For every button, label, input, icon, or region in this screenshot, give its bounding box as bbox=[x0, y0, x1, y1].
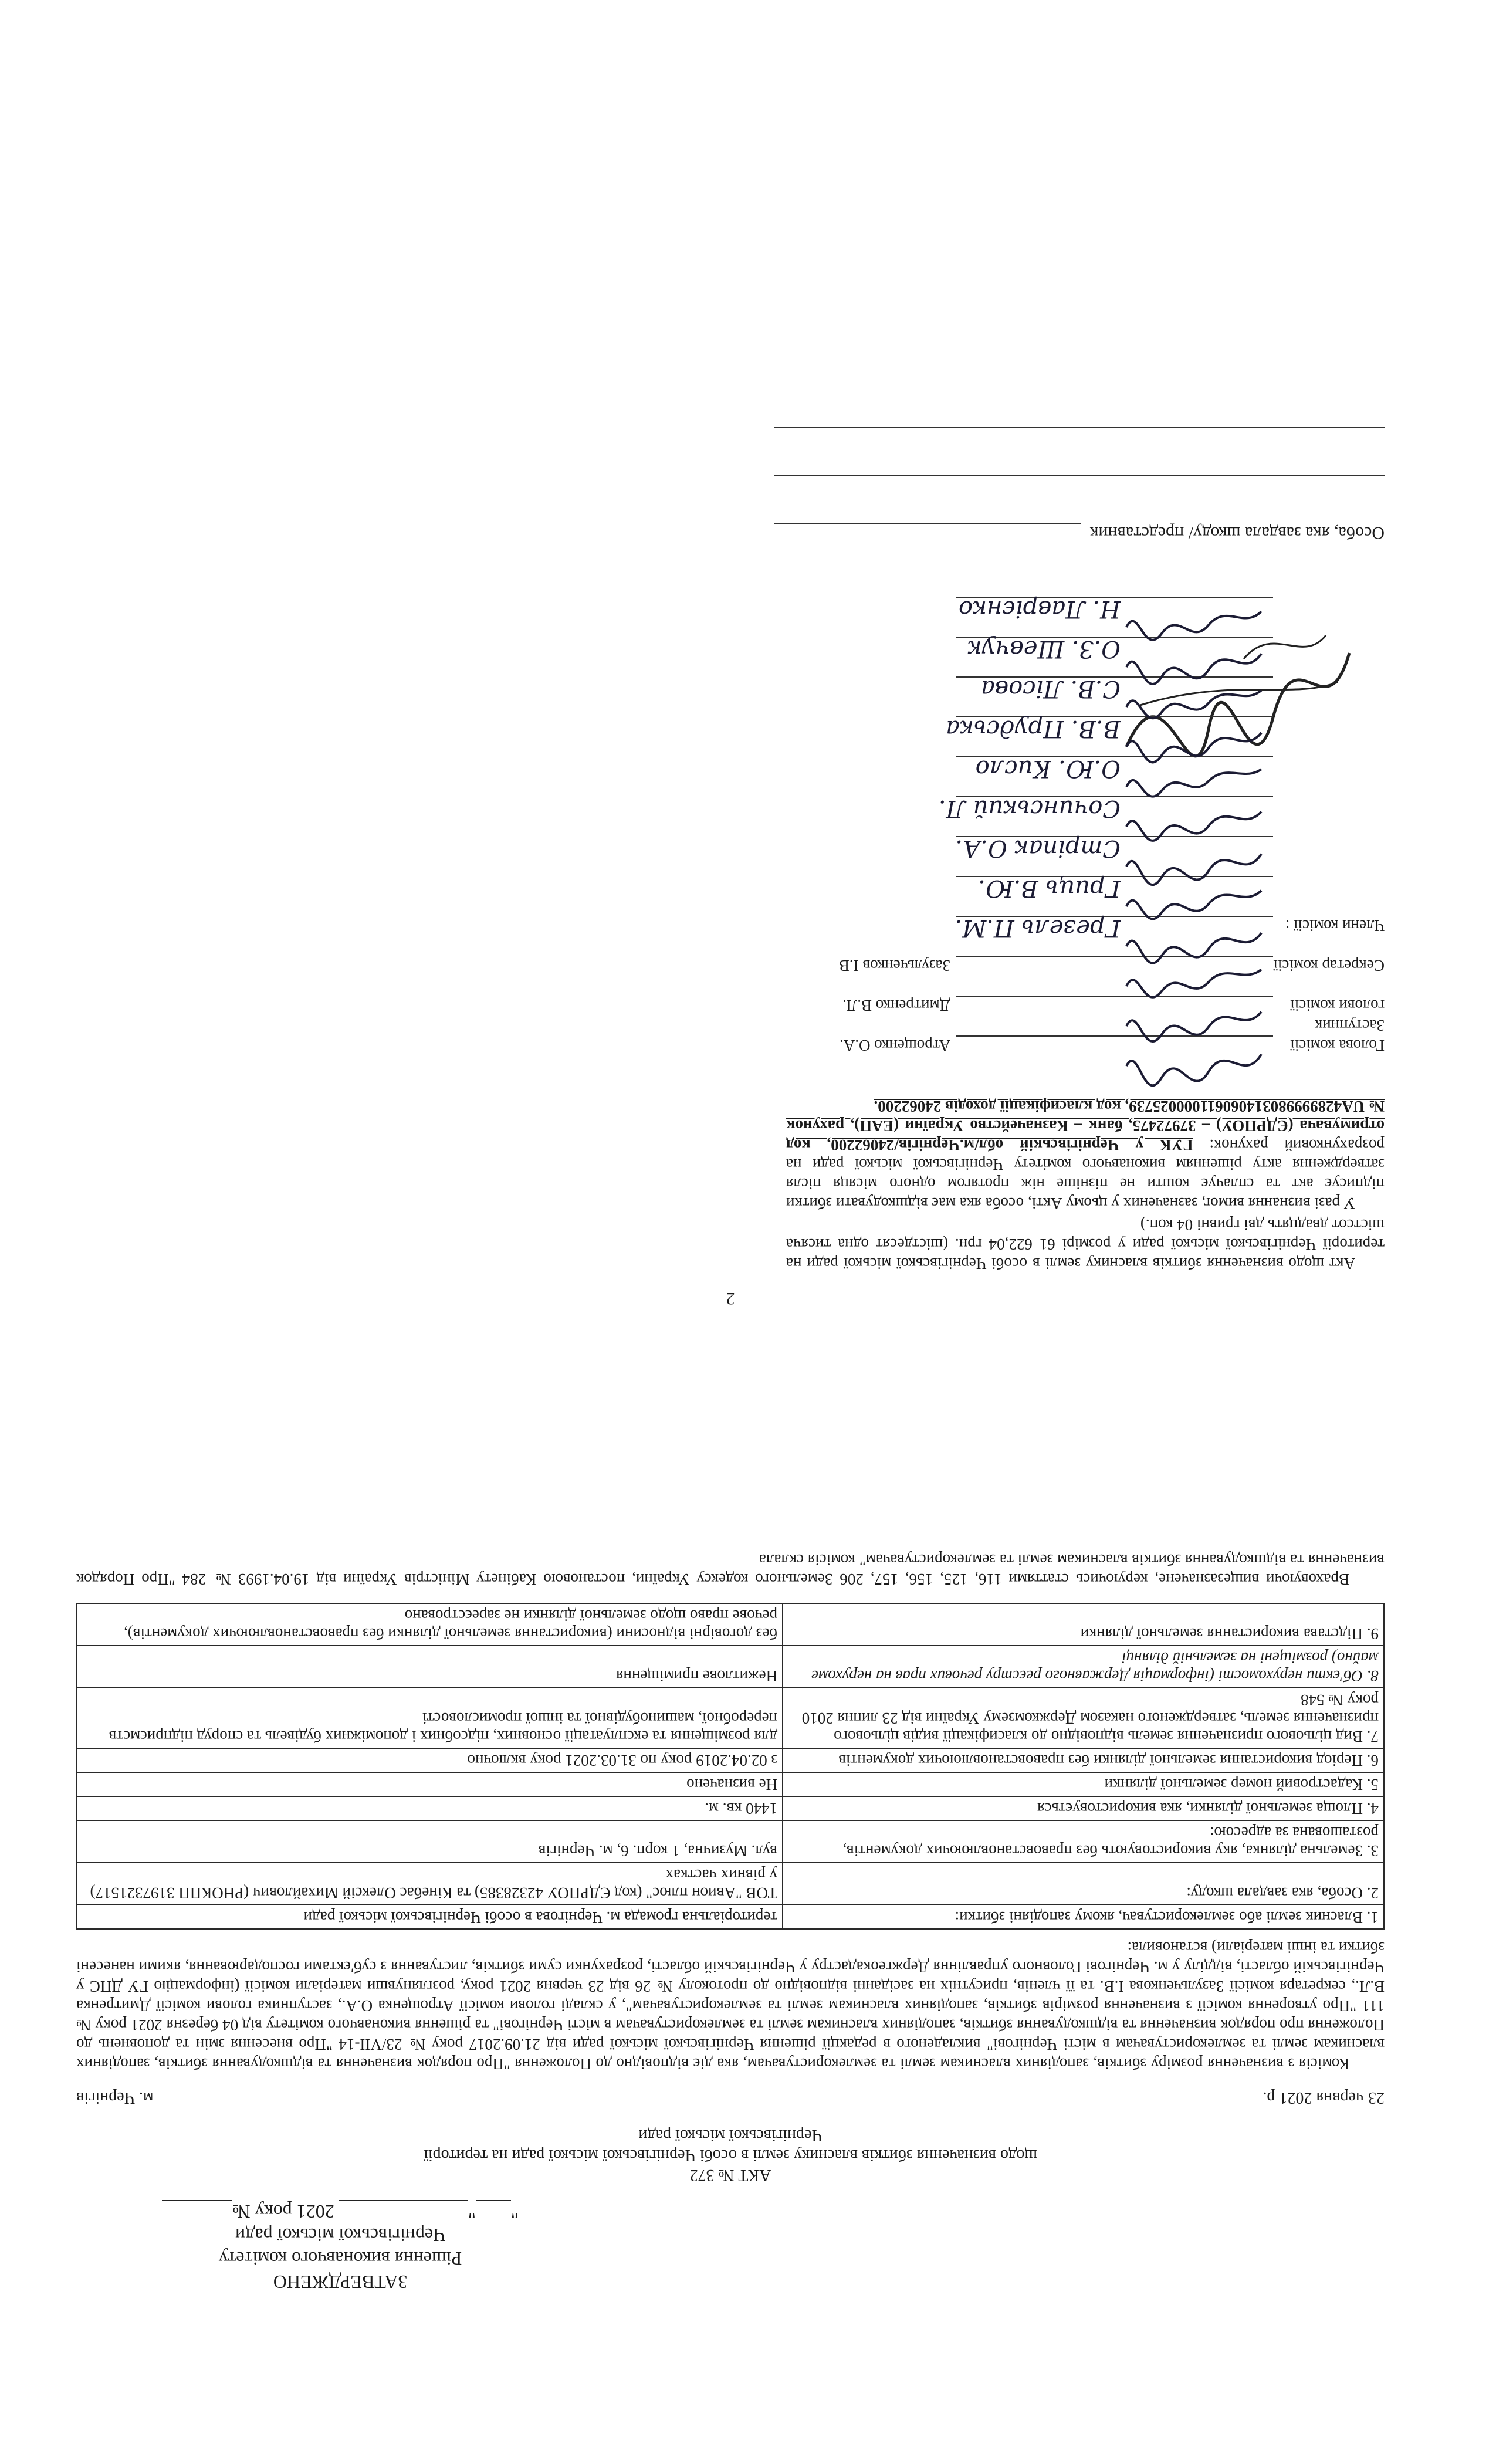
payment-instructions: У разі визнання вимог, зазначених у цьому Акті, особа яка має відшкодувати збитки підписує акт та сплачує кошти не пізніше ніж протягом одного місяця після затвердження акту рішенням виконавчого комітету Чернігівської міської ради на розрахунковий рахунок: ГУК у Чернігівській обл/м.Чернігів/24062200, код отримувача (ЄДРПОУ) – 37972475, банк – Казначейство України (ЕАП), рахунок № UA428999980314060611000025739, код класифікації доходів 24062200. bbox=[786, 1098, 1385, 1212]
page2-text bbox=[786, 1096, 1385, 1273]
handwritten-name: Н. Лаврієнко bbox=[959, 595, 1121, 622]
table-row bbox=[77, 1820, 1384, 1863]
approved-heading: ЗАТВЕРДЖЕНО bbox=[273, 2272, 408, 2293]
table-row bbox=[77, 1748, 1384, 1772]
signature-name: Дмитренко В.Л. bbox=[842, 997, 950, 1014]
row-value: ТОВ "Авион плюс" (код ЄДРПОУ 42328385) та Кінебас Олексій Михайлович (РНОКПП 3197321517) у рівних частках bbox=[77, 1863, 783, 1905]
offender-signature-row bbox=[774, 523, 1385, 544]
act-table bbox=[76, 1603, 1385, 1930]
approval-block bbox=[76, 2200, 604, 2294]
row-value: вул. Музична, 1 корп. 6, м. Чернігів bbox=[77, 1820, 783, 1863]
signature-role: Заступник голови комісії bbox=[1290, 997, 1385, 1034]
offender-signature-label: Особа, яка завдала шкоду/ представник bbox=[1089, 523, 1385, 543]
row-label: 9. Підстава використання земельної ділянки bbox=[783, 1603, 1384, 1646]
handwritten-name: Гриць В.Ю. bbox=[978, 875, 1121, 902]
handwritten-name: Стріпак О.А. bbox=[955, 835, 1121, 862]
row-label: 4. Площа земельної ділянки, яка використовується bbox=[783, 1796, 1384, 1820]
row-label: 7. Вид цільового призначення земель відповідно до класифікації видів цільового призначення земель, затвердженого наказом Держкомзему України від 23 липня 2010 року № 548 bbox=[783, 1688, 1384, 1748]
signature-line bbox=[956, 597, 1273, 621]
signature-role: Члени комісії : bbox=[1285, 917, 1385, 935]
act-intro: Комісія з визначення розміру збитків, заподіяних власникам землі та землекористувачам, яка діє відповідно до Положення "Про порядок визначення та відшкодування збитків, заподіяних власникам землі та землекористувачам в місті Чернігові" викладеного в редакції рішення Чернігівської міської ради від 21.09.2017 року № 23/VII-14 "Про внесення змін та доповнень до Положення про порядок визначення та відшкодування збитків, заподіяних власникам землі та землекористувачам в місті Чернігові" та рішення виконавчого комітету від 04 березня 2021 року № 111 "Про утворення комісії з визначення розмірів збитків, заподіяних власникам землі та землекористувачам", у складі голови комісії Атрощенка О.А., заступника голови комісії Дмитренка В.Л., секретаря комісії Зазульченкова І.В. та її членів, присутніх на засіданні відповідно до протоколу № 26 від 23 червня 2021 року, розглянувши матеріали комісії (інформацію ГУ ДПС у Чернігівській області, відділу у м. Чернігові Головного управління Держгеокадастру у Чернігівській області, розрахунки суми збитків, листування з суб'єктами господарювання, якими нанесені збитки та інші матеріали) встановила: bbox=[76, 1939, 1385, 2073]
row-label: 1. Власник землі або землекористувач, якому заподіяні збитки: bbox=[783, 1905, 1384, 1929]
damages-amount-paragraph: Акт щодо визначення збитків власнику землі в особі Чернігівської міської ради на території Чернігівської міської ради у розмірі 61 622,04 грн. (шістдесят одна тисяча шістсот двадцять дві гривні 04 коп.) bbox=[786, 1216, 1385, 1272]
table-row bbox=[77, 1796, 1384, 1820]
row-label: 3. Земельна ділянка, яку використовують без правовстановлюючих документів, розташована за адресою: bbox=[783, 1820, 1384, 1863]
act-title-block bbox=[76, 2125, 1385, 2185]
act-city: м. Чернігів bbox=[76, 2089, 154, 2107]
row-value: 1440 кв. м. bbox=[77, 1796, 783, 1820]
row-label: 2. Особа, яка завдала шкоду: bbox=[783, 1863, 1384, 1905]
signatures-block bbox=[774, 597, 1385, 1075]
handwritten-name: О.Ю. Кисло bbox=[975, 755, 1121, 782]
act-page-2 bbox=[76, 135, 1385, 1308]
table-row bbox=[77, 1603, 1384, 1646]
signature-name: Зазульченков І.В bbox=[838, 957, 950, 974]
signature-rule-2 bbox=[774, 427, 1385, 451]
table-row bbox=[77, 1688, 1384, 1748]
act-closing: Враховуючи вищезазначене, керуючись статтями 116, 125, 156, 157, 206 Земельного кодексу України, постановою Кабінету Міністрів України від 19.04.1993 № 284 "Про Порядок визначення та відшкодування збитків власникам землі та землекористувачам" комісія склала bbox=[76, 1551, 1385, 1588]
row-value: з 02.04.2019 року по 31.03.2021 року включно bbox=[77, 1748, 783, 1772]
signature-rule-1 bbox=[774, 475, 1385, 499]
handwritten-name: О.З. Шевчук bbox=[967, 635, 1121, 662]
table-row bbox=[77, 1646, 1384, 1688]
table-row bbox=[77, 1772, 1384, 1796]
decision-date-line: "" 2021 року № bbox=[76, 2200, 604, 2223]
row-label: 5. Кадастровий номер земельної ділянки bbox=[783, 1772, 1384, 1796]
row-value: Нежитлове приміщення bbox=[77, 1646, 783, 1688]
decision-line-2: Чернігівської міської ради bbox=[235, 2225, 445, 2246]
handwritten-name: Сочинський Л. bbox=[938, 795, 1121, 822]
row-value: для розміщення та експлуатації основних, підсобних і допоміжних будівель та споруд підприємств переробної, машинобудівної та іншої промисловості bbox=[77, 1688, 783, 1748]
act-page-1 bbox=[76, 1473, 1385, 2294]
page-number: 2 bbox=[726, 1289, 735, 1308]
table-row bbox=[77, 1863, 1384, 1905]
handwritten-name: С.В. Лісова bbox=[981, 675, 1121, 702]
row-label: 6. Період використання земельної ділянки без правовстановлюючих документів bbox=[783, 1748, 1384, 1772]
row-value: територіальна громада м. Чернігова в особі Чернігівської міської ради bbox=[77, 1905, 783, 1929]
signature-role: Секретар комісії bbox=[1273, 957, 1385, 974]
row-label: 8. Об'єкти нерухомості (інформація Державного реєстру речових прав на нерухоме майно) розміщені на земельній ділянці bbox=[783, 1646, 1384, 1688]
offender-signature-line bbox=[774, 523, 1081, 544]
handwritten-name: Грезель П.М. bbox=[955, 915, 1121, 942]
act-date: 23 червня 2021 р. bbox=[1263, 2089, 1385, 2107]
row-value: без договірні відносини (використання земельної ділянки без правовстановлюючих документів), речове право щодо земельної ділянки не зареєстровано bbox=[77, 1603, 783, 1646]
act-subtitle-2: Чернігівської міської ради bbox=[638, 2126, 823, 2144]
decision-line-1: Рішення виконавчого комітету bbox=[218, 2248, 462, 2269]
signature-name: Атрощенко О.А. bbox=[840, 1037, 950, 1054]
table-row bbox=[77, 1905, 1384, 1929]
act-subtitle: щодо визначення збитків власнику землі в особі Чернігівської міської ради на території bbox=[424, 2146, 1037, 2164]
act-title: АКТ № 372 bbox=[689, 2166, 771, 2184]
row-value: Не визначено bbox=[77, 1772, 783, 1796]
signature-role: Голова комісії bbox=[1290, 1037, 1385, 1054]
handwritten-name: В.В. Прудська bbox=[946, 715, 1121, 742]
bank-details: ГУК у Чернігівській обл/м.Чернігів/24062200, код отримувача (ЄДРПОУ) – 37972475, банк – Казначейство України (ЕАП), рахунок № UA428999980314060611000025739, код класифікації доходів 24062200. bbox=[786, 1098, 1385, 1154]
date-place-row bbox=[76, 2087, 1385, 2107]
